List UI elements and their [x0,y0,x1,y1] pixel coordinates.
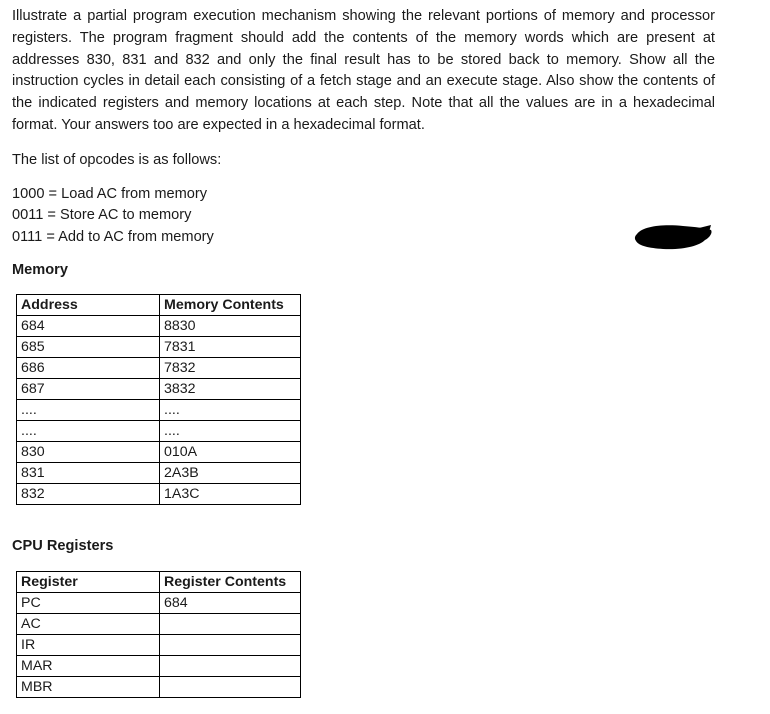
memory-header-row [17,295,301,316]
registers-header-register: Register [17,572,160,593]
register-contents-cell [160,635,301,656]
memory-contents-cell: 1A3C [160,484,301,505]
memory-address-cell: .... [17,421,160,442]
table-row [17,656,301,677]
table-row [17,463,301,484]
memory-address-cell: 684 [17,316,160,337]
opcode-line-3: 0111 = Add to AC from memory [12,229,214,245]
registers-header-row [17,572,301,593]
memory-address-cell: 832 [17,484,160,505]
memory-contents-cell: .... [160,400,301,421]
memory-contents-cell: 3832 [160,379,301,400]
register-name-cell: MAR [17,656,160,677]
redaction-blot [633,224,713,250]
memory-table [16,294,301,505]
opcode-line-2: 0011 = Store AC to memory [12,207,192,223]
register-contents-cell [160,656,301,677]
register-name-cell: PC [17,593,160,614]
memory-address-cell: 687 [17,379,160,400]
table-row [17,593,301,614]
table-row [17,484,301,505]
memory-contents-cell: 7832 [160,358,301,379]
opcode-intro: The list of opcodes is as follows: [12,152,222,168]
memory-contents-cell: .... [160,421,301,442]
memory-address-cell: 831 [17,463,160,484]
table-row [17,379,301,400]
memory-heading: Memory [12,262,68,278]
question-paragraph: Illustrate a partial program execution mechanism showing the relevant portions of memory and processor registers. The program fragment should add the contents of the memory words which are present at addresses 830, 831 and 832 and only the final result has to be stored back to memory. Show all the instruction cycles in detail each consisting of a fetch stage and an execute stage. Also show the contents of the indicated registers and memory locations at each step. Note that all the values are in a hexadecimal format. Your answers too are expected in a hexadecimal format. [12,8,715,133]
memory-contents-cell: 010A [160,442,301,463]
register-contents-cell: 684 [160,593,301,614]
memory-contents-cell: 8830 [160,316,301,337]
memory-header-contents: Memory Contents [160,295,301,316]
table-row [17,316,301,337]
table-row [17,614,301,635]
memory-address-cell: .... [17,400,160,421]
table-row [17,677,301,698]
table-row [17,421,301,442]
register-name-cell: MBR [17,677,160,698]
memory-address-cell: 830 [17,442,160,463]
registers-header-contents: Register Contents [160,572,301,593]
memory-address-cell: 686 [17,358,160,379]
register-contents-cell [160,677,301,698]
registers-table [16,571,301,698]
memory-header-address: Address [17,295,160,316]
table-row [17,337,301,358]
table-row [17,442,301,463]
table-row [17,635,301,656]
memory-contents-cell: 7831 [160,337,301,358]
table-row [17,400,301,421]
registers-heading: CPU Registers [12,538,114,554]
memory-contents-cell: 2A3B [160,463,301,484]
register-name-cell: IR [17,635,160,656]
table-row [17,358,301,379]
memory-address-cell: 685 [17,337,160,358]
opcode-line-1: 1000 = Load AC from memory [12,186,208,202]
register-contents-cell [160,614,301,635]
register-name-cell: AC [17,614,160,635]
